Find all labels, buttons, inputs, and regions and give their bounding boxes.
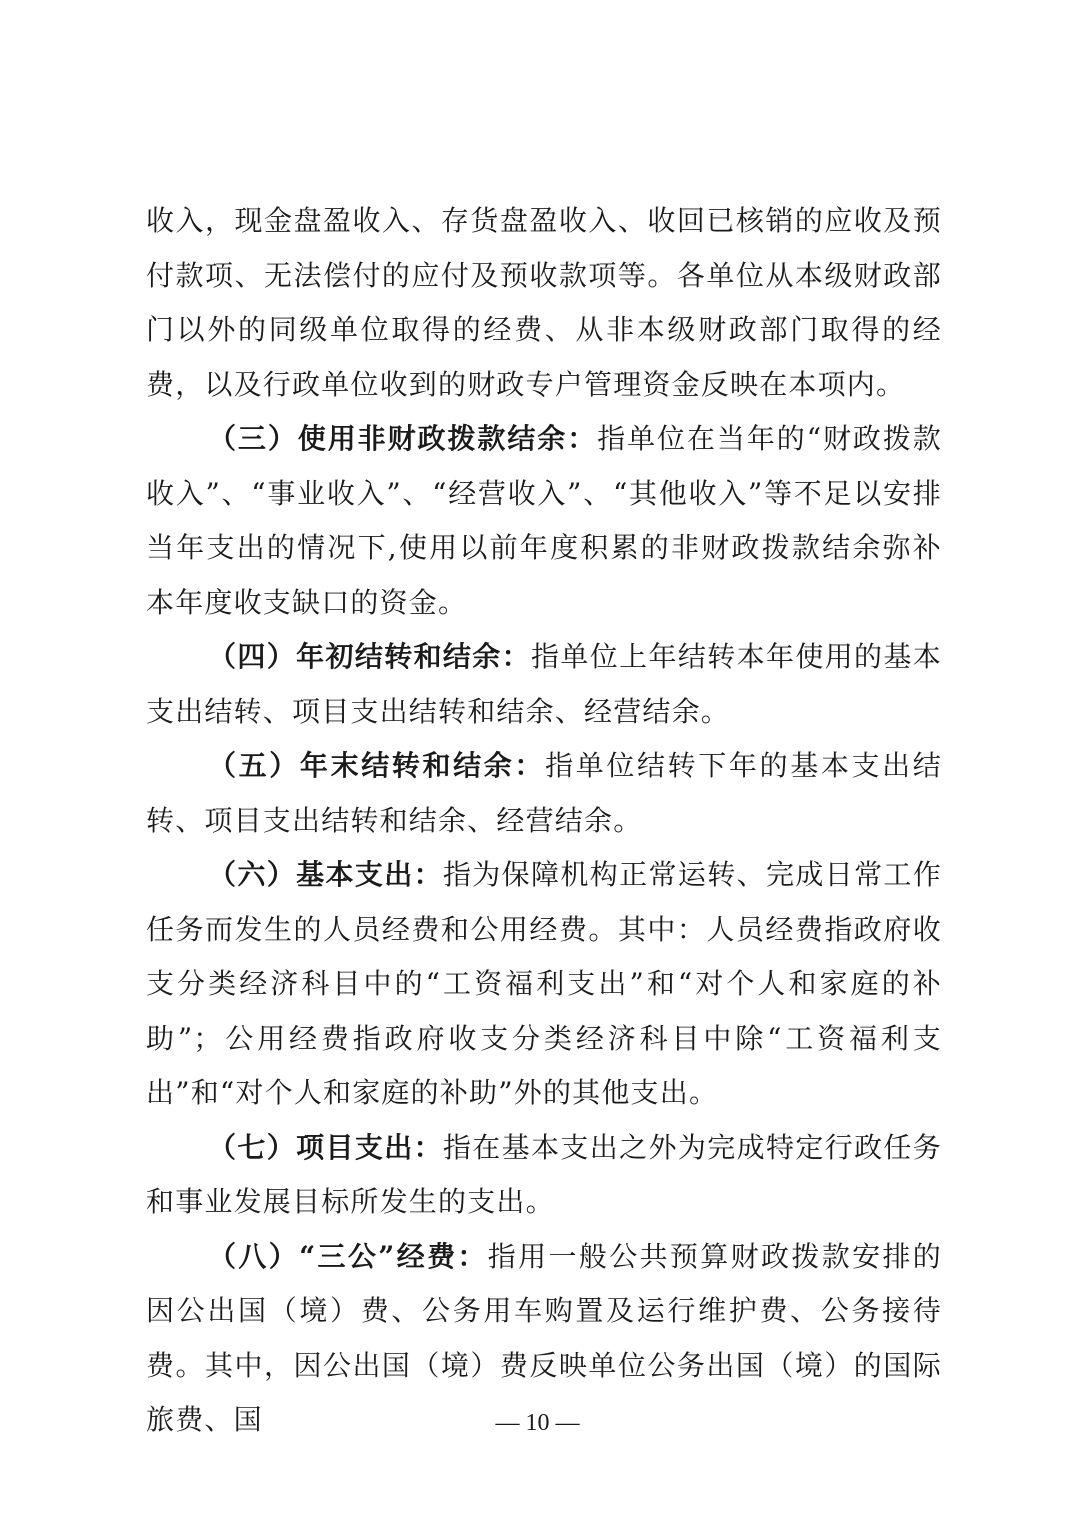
paragraph-continued (146, 194, 942, 412)
term-heading: （六）基本支出： (208, 858, 443, 891)
paragraph-item-6 (146, 848, 942, 1121)
term-heading: （三）使用非财政拨款结余： (208, 422, 598, 455)
term-heading: （五）年末结转和结余： (208, 749, 546, 782)
paragraph-item-7 (146, 1121, 942, 1230)
paragraph-text: 指单位上年结转本年使用的基本支出结转、项目支出结转和结余、经营结余。 (146, 640, 942, 728)
paragraph-item-4 (146, 630, 942, 739)
paragraph-text: 指为保障机构正常运转、完成日常工作任务而发生的人员经费和公用经费。其中：人员经费指政府收支分类经济科目中的“工资福利支出”和“对个人和家庭的补助”；公用经费指政府收支分类经济科目中除“工资福利支出”和“对个人和家庭的补助”外的其他支出。 (146, 858, 942, 1109)
paragraph-text: 收入，现金盘盈收入、存货盘盈收入、收回已核销的应收及预付款项、无法偿付的应付及预收款项等。各单位从本级财政部门以外的同级单位取得的经费、从非本级财政部门取得的经费，以及行政单位收到的财政专户管理资金反映在本项内。 (146, 204, 942, 401)
term-heading: （八）“三公”经费： (208, 1239, 488, 1273)
term-heading: （七）项目支出： (208, 1130, 443, 1164)
page-number: — 10 — (495, 1410, 580, 1436)
paragraph-text: 指单位在当年的“财政拨款收入”、“事业收入”、“经营收入”、“其他收入”等不足以安排当年支出的情况下,使用以前年度积累的非财政拨款结余弥补本年度收支缺口的资金。 (146, 422, 943, 619)
paragraph-item-5 (146, 739, 942, 848)
paragraph-text: 指单位结转下年的基本支出结转、项目支出结转和结余、经营结余。 (146, 749, 942, 837)
document-body (146, 194, 942, 1448)
paragraph-text: 指用一般公共预算财政拨款安排的因公出国（境）费、公务用车购置及运行维护费、公务接待费。其中，因公出国（境）费反映单位公务出国（境）的国际旅费、国 (146, 1239, 942, 1436)
term-heading: （四）年初结转和结余： (208, 640, 532, 673)
paragraph-item-3 (146, 412, 942, 630)
paragraph-text: 指在基本支出之外为完成特定行政任务和事业发展目标所发生的支出。 (146, 1130, 942, 1218)
